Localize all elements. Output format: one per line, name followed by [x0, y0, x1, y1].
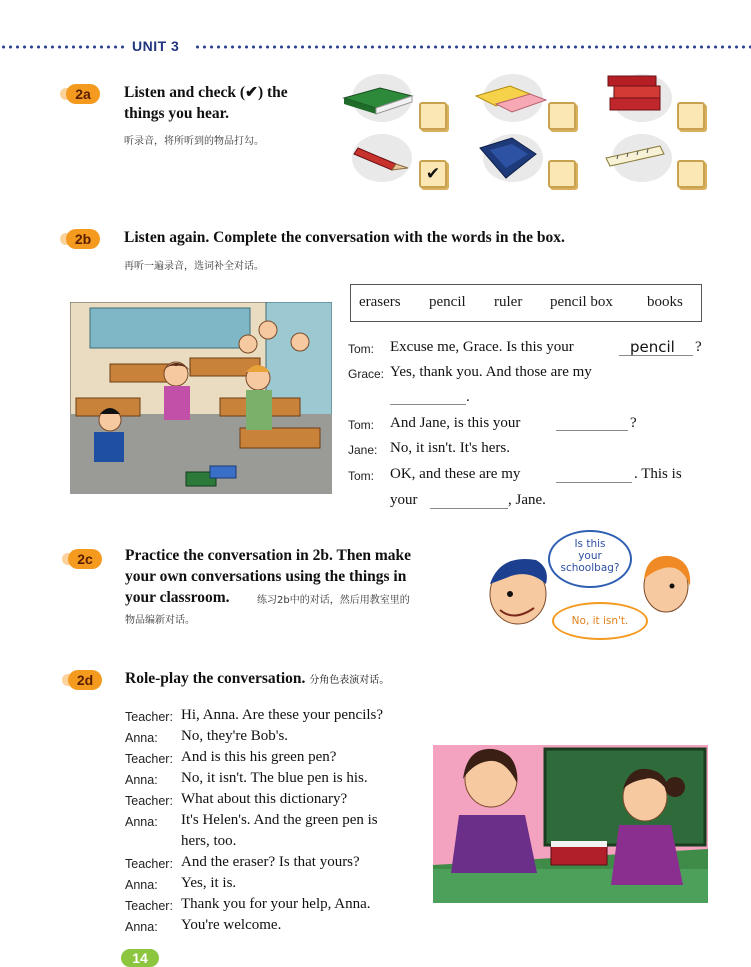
- badge-2a: 2a: [66, 84, 100, 104]
- dialogue-line-7: your: [390, 492, 418, 508]
- blank-3[interactable]: [556, 416, 628, 431]
- dialogue-line-1: Excuse me, Grace. Is this your: [390, 339, 574, 355]
- speaker-grace: Grace:: [348, 367, 385, 381]
- dialogue-text: No, they're Bob's.: [181, 728, 289, 744]
- classroom-illustration: [70, 302, 332, 494]
- dialogue-line-5: No, it isn't. It's hers.: [390, 440, 510, 456]
- header-dots-right: [194, 44, 751, 50]
- badge-2b: 2b: [66, 229, 100, 249]
- instruction-2a-line1: Listen and check (✔) the: [124, 84, 288, 101]
- blank-2[interactable]: [390, 390, 466, 405]
- dialogue-text: What about this dictionary?: [181, 791, 348, 807]
- blank-5[interactable]: [430, 494, 508, 509]
- dialogue-line-4: And Jane, is this your: [390, 415, 521, 431]
- word-box: [350, 284, 702, 322]
- badge-2d: 2d: [68, 670, 102, 690]
- dialogue-speaker: Anna:: [125, 731, 158, 745]
- dialogue-line-4-end: ?: [630, 415, 637, 431]
- instruction-2c-line3: your classroom.: [125, 589, 230, 606]
- bubble-line-2: your: [578, 550, 602, 562]
- dialogue-text: And the eraser? Is that yours?: [181, 854, 360, 870]
- instruction-2c-line2: your own conversations using the things in: [125, 568, 407, 585]
- instruction-2a-line2: things you hear.: [124, 105, 229, 122]
- boy-face-illustration: [484, 550, 554, 630]
- answer-pencil: pencil: [630, 338, 675, 356]
- erasers-icon: [470, 80, 550, 116]
- chinese-2c-line4: 物品编新对话。: [125, 615, 195, 626]
- speaker-jane: Jane:: [348, 443, 378, 457]
- dialogue-text: Hi, Anna. Are these your pencils?: [181, 707, 384, 723]
- dialogue-text: You're welcome.: [181, 917, 282, 933]
- check-box-2[interactable]: [548, 102, 576, 130]
- dialogue-line-2: Yes, thank you. And those are my: [390, 364, 592, 380]
- dialogue-speaker: Anna:: [125, 920, 158, 934]
- check-box-6[interactable]: [677, 160, 705, 188]
- instruction-2b: Listen again. Complete the conversation with the words in the box.: [124, 229, 565, 246]
- word-pencil: pencil: [429, 294, 466, 310]
- bubble-answer-text: No, it isn't.: [571, 615, 629, 627]
- bubble-line-1: Is this: [574, 538, 606, 550]
- check-box-5[interactable]: [548, 160, 576, 188]
- books-stack-icon: [602, 72, 672, 120]
- dialogue-line-1-end: ?: [695, 339, 702, 355]
- dialogue-speaker: Anna:: [125, 815, 158, 829]
- dialogue-line-3-end: .: [466, 389, 470, 405]
- word-books: books: [647, 294, 683, 310]
- bubble-line-3: schoolbag?: [560, 562, 620, 574]
- badge-2c: 2c: [68, 549, 102, 569]
- dialogue-text: hers, too.: [181, 833, 237, 849]
- dialogue-speaker: Teacher:: [125, 794, 173, 808]
- dialogue-speaker: Anna:: [125, 773, 158, 787]
- instruction-2c-line1: Practice the conversation in 2b. Then make: [125, 547, 412, 564]
- unit-title: UNIT 3: [132, 38, 180, 54]
- dialogue-text: No, it isn't. The blue pen is his.: [181, 770, 368, 786]
- chinese-2b: 再听一遍录音，选词补全对话。: [124, 261, 264, 272]
- chinese-2a: 听录音，将所听到的物品打勾。: [124, 136, 264, 147]
- dialogue-speaker: Teacher:: [125, 899, 173, 913]
- dialogue-text: It's Helen's. And the green pen is: [181, 812, 378, 828]
- check-box-1[interactable]: [419, 102, 447, 130]
- speaker-tom-1: Tom:: [348, 342, 375, 356]
- dialogue-speaker: Teacher:: [125, 752, 173, 766]
- chinese-2c-line3: 练习2b中的对话，然后用教室里的: [257, 595, 410, 606]
- speaker-tom-2: Tom:: [348, 418, 375, 432]
- chinese-2d: 分角色表演对话。: [309, 675, 390, 686]
- dialogue-text: Thank you for your help, Anna.: [181, 896, 371, 912]
- dialogue-line-7-end: , Jane.: [508, 492, 546, 508]
- dialogue-speaker: Teacher:: [125, 710, 173, 724]
- word-ruler: ruler: [494, 294, 523, 310]
- check-box-4[interactable]: ✔: [419, 160, 447, 188]
- dialogue-text: And is this his green pen?: [181, 749, 337, 765]
- books-icon: [340, 80, 416, 120]
- dialogue-line-6-end: . This is: [634, 466, 682, 482]
- girl-face-illustration: [636, 550, 694, 620]
- teacher-student-illustration: [433, 745, 708, 903]
- schoolbag-icon: [472, 132, 542, 184]
- instruction-2d: Role-play the conversation. 分角色表演对话。: [125, 670, 390, 687]
- dialogue-text: Yes, it is.: [181, 875, 237, 891]
- speech-bubble-question: [548, 530, 632, 588]
- speech-bubble-answer: [552, 602, 648, 640]
- dialogue-speaker: Anna:: [125, 878, 158, 892]
- speaker-tom-3: Tom:: [348, 469, 375, 483]
- dialogue-speaker: Teacher:: [125, 857, 173, 871]
- page-number: 14: [121, 949, 159, 967]
- dialogue-line-6: OK, and these are my: [390, 466, 521, 482]
- check-box-3[interactable]: [677, 102, 705, 130]
- word-pencil-box: pencil box: [550, 294, 613, 310]
- pencil-icon: [352, 142, 412, 172]
- word-erasers: erasers: [359, 294, 401, 310]
- ruler-icon: [604, 144, 668, 170]
- header-dots-left: [0, 44, 124, 50]
- blank-4[interactable]: [556, 468, 632, 483]
